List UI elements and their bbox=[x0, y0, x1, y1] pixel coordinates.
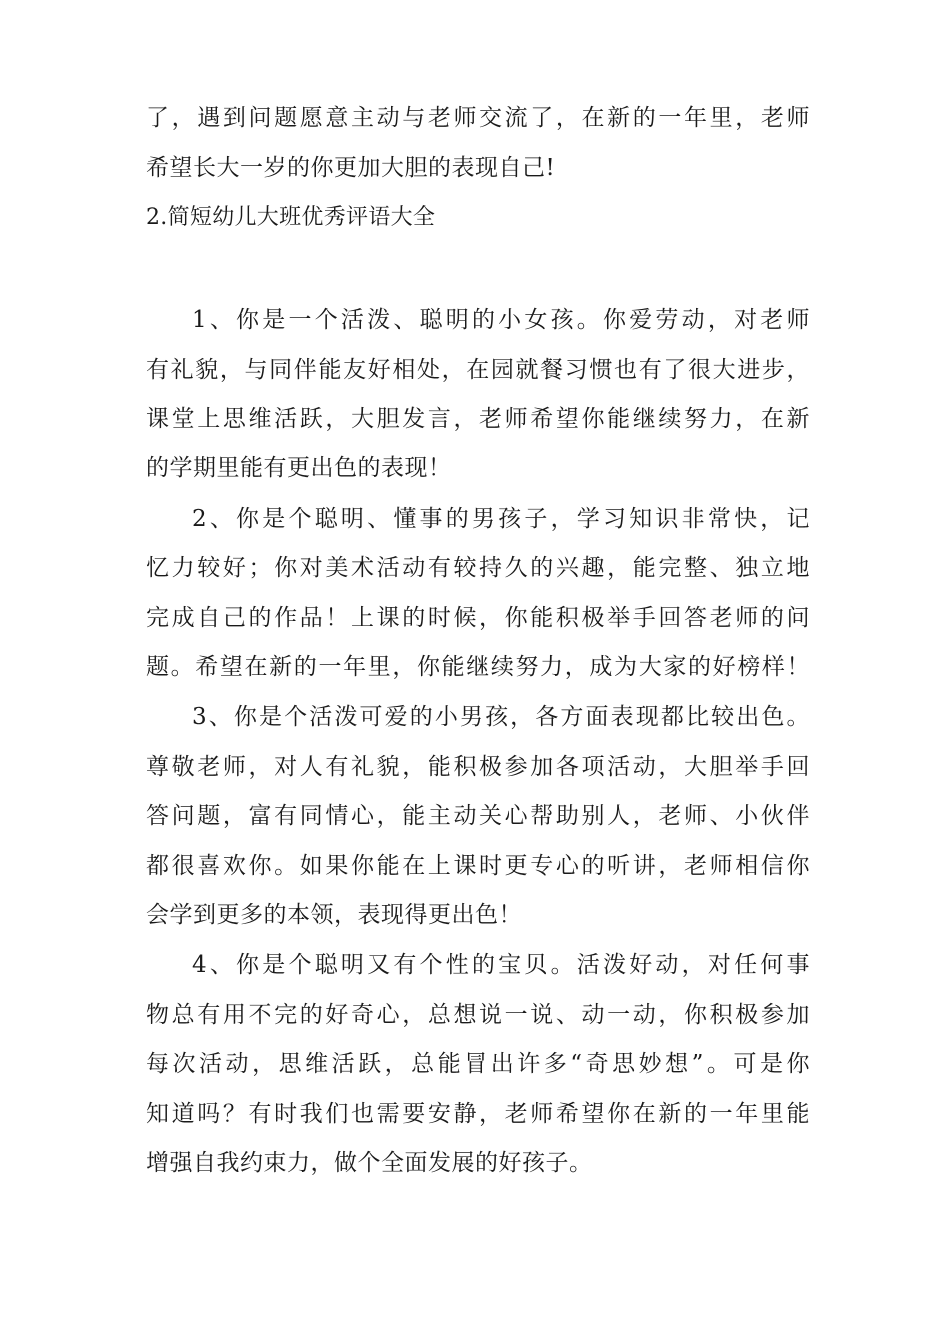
paragraph-4-line-5: 增强自我约束力，做个全面发展的好孩子。 bbox=[146, 1150, 593, 1176]
paragraph-4-line-3: 每次活动，思维活跃，总能冒出许多“奇思妙想”。可是你 bbox=[146, 1051, 810, 1077]
paragraph-1-line-2: 有礼貌，与同伴能友好相处，在园就餐习惯也有了很大进步， bbox=[146, 357, 810, 383]
paragraph-4-line-1: 4、你是个聪明又有个性的宝贝。活泼好动，对任何事 bbox=[192, 952, 810, 978]
paragraph-2-line-2: 忆力较好；你对美术活动有较持久的兴趣，能完整、独立地 bbox=[146, 555, 810, 581]
paragraph-1-line-1: 1、你是一个活泼、聪明的小女孩。你爱劳动，对老师 bbox=[192, 307, 810, 333]
paragraph-2-line-3: 完成自己的作品！上课的时候，你能积极举手回答老师的问 bbox=[146, 605, 810, 631]
paragraph-4-line-4: 知道吗？有时我们也需要安静，老师希望你在新的一年里能 bbox=[146, 1101, 810, 1127]
section-heading: 2.简短幼儿大班优秀评语大全 bbox=[146, 205, 436, 230]
paragraph-3-line-2: 尊敬老师，对人有礼貌，能积极参加各项活动，大胆举手回 bbox=[146, 754, 810, 780]
intro-line-2: 希望长大一岁的你更加大胆的表现自己! bbox=[146, 155, 556, 181]
intro-line-1: 了，遇到问题愿意主动与老师交流了，在新的一年里，老师 bbox=[146, 105, 810, 131]
paragraph-3-line-1: 3、你是个活泼可爱的小男孩，各方面表现都比较出色。 bbox=[192, 704, 810, 730]
paragraph-3-line-5: 会学到更多的本领，表现得更出色！ bbox=[146, 902, 522, 928]
paragraph-1-line-3: 课堂上思维活跃，大胆发言，老师希望你能继续努力，在新 bbox=[146, 406, 810, 432]
paragraph-1-line-4: 的学期里能有更出色的表现！ bbox=[146, 455, 452, 481]
paragraph-2-line-1: 2、你是个聪明、懂事的男孩子，学习知识非常快，记 bbox=[192, 506, 810, 532]
paragraph-2-line-4: 题。希望在新的一年里，你能继续努力，成为大家的好榜样！ bbox=[146, 654, 810, 680]
paragraph-3-line-3: 答问题，富有同情心，能主动关心帮助别人，老师、小伙伴 bbox=[146, 803, 810, 829]
paragraph-4-line-2: 物总有用不完的好奇心，总想说一说、动一动，你积极参加 bbox=[146, 1002, 810, 1028]
paragraph-3-line-4: 都很喜欢你。如果你能在上课时更专心的听讲，老师相信你 bbox=[146, 853, 810, 879]
